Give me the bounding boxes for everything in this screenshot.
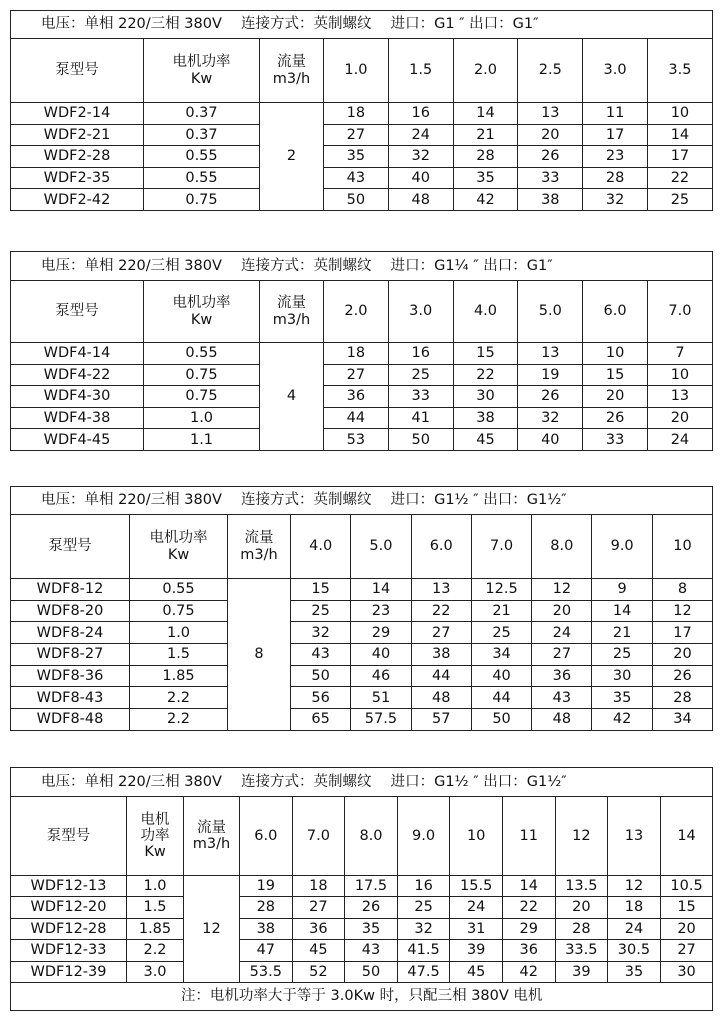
col-flow: 流量 m3/h	[260, 281, 324, 343]
table-row	[11, 600, 713, 622]
col-model: 泵型号	[11, 515, 130, 579]
value-cell: 21	[592, 622, 652, 644]
value-cell: 26	[583, 407, 648, 429]
head-value: 7.0	[292, 797, 345, 876]
value-cell: 20	[647, 407, 712, 429]
value-cell: 19	[240, 876, 293, 897]
value-cell: 29	[502, 918, 555, 939]
model-cell: WDF8-20	[11, 600, 130, 622]
value-cell: 13	[518, 103, 583, 125]
value-cell: 26	[518, 146, 583, 168]
head-value: 3.0	[583, 39, 648, 103]
value-cell: 17	[652, 622, 712, 644]
col-model: 泵型号	[11, 281, 144, 343]
value-cell: 30	[660, 961, 713, 982]
head-value: 9.0	[397, 797, 450, 876]
value-cell: 7	[647, 343, 712, 365]
model-cell: WDF2-14	[11, 103, 144, 125]
value-cell: 28	[583, 167, 648, 189]
value-cell: 9	[592, 579, 652, 601]
power-cell: 0.75	[130, 600, 228, 622]
head-value: 8.0	[345, 797, 398, 876]
power-cell: 0.75	[144, 386, 260, 408]
power-cell: 0.55	[130, 579, 228, 601]
power-cell: 2.2	[130, 687, 228, 709]
value-cell: 25	[471, 622, 531, 644]
value-cell: 30	[592, 665, 652, 687]
value-cell: 23	[583, 146, 648, 168]
value-cell: 8	[652, 579, 712, 601]
value-cell: 10	[647, 364, 712, 386]
head-value: 10	[450, 797, 503, 876]
table-header: 电压：单相 220/三相 380V 连接方式：英制螺纹 进口：G1 ″ 出口：G1″	[11, 11, 713, 39]
head-value: 13	[608, 797, 661, 876]
value-cell: 31	[450, 918, 503, 939]
value-cell: 22	[453, 364, 518, 386]
model-cell: WDF12-13	[11, 876, 127, 897]
model-cell: WDF2-21	[11, 124, 144, 146]
value-cell: 12	[608, 876, 661, 897]
value-cell: 10.5	[660, 876, 713, 897]
value-cell: 44	[471, 687, 531, 709]
value-cell: 27	[292, 897, 345, 918]
value-cell: 21	[453, 124, 518, 146]
head-value: 6.0	[583, 281, 648, 343]
head-value: 4.0	[453, 281, 518, 343]
value-cell: 18	[324, 343, 389, 365]
table-row	[11, 876, 713, 897]
value-cell: 33	[518, 167, 583, 189]
value-cell: 29	[351, 622, 411, 644]
value-cell: 17	[647, 146, 712, 168]
value-cell: 15	[583, 364, 648, 386]
model-cell: WDF12-28	[11, 918, 127, 939]
value-cell: 13	[411, 579, 471, 601]
model-cell: WDF4-45	[11, 429, 144, 451]
value-cell: 36	[324, 386, 389, 408]
value-cell: 33	[583, 429, 648, 451]
model-cell: WDF2-28	[11, 146, 144, 168]
value-cell: 32	[397, 918, 450, 939]
value-cell: 21	[471, 600, 531, 622]
value-cell: 12.5	[471, 579, 531, 601]
value-cell: 11	[583, 103, 648, 125]
table-header: 电压：单相 220/三相 380V 连接方式：英制螺纹 进口：G1½ ″ 出口：G1½″	[11, 487, 713, 515]
head-value: 2.0	[324, 281, 389, 343]
value-cell: 48	[388, 189, 453, 211]
value-cell: 27	[324, 124, 389, 146]
value-cell: 42	[453, 189, 518, 211]
value-cell: 33.5	[555, 940, 608, 961]
value-cell: 27	[532, 644, 592, 666]
value-cell: 15.5	[450, 876, 503, 897]
model-cell: WDF2-35	[11, 167, 144, 189]
value-cell: 24	[647, 429, 712, 451]
value-cell: 57	[411, 709, 471, 731]
table-row	[11, 103, 713, 125]
pump-table-2	[10, 251, 712, 451]
value-cell: 14	[502, 876, 555, 897]
value-cell: 36	[532, 665, 592, 687]
value-cell: 28	[240, 897, 293, 918]
value-cell: 27	[660, 940, 713, 961]
value-cell: 45	[453, 429, 518, 451]
power-cell: 0.55	[144, 146, 260, 168]
power-cell: 0.37	[144, 103, 260, 125]
value-cell: 22	[502, 897, 555, 918]
table-row	[11, 146, 713, 168]
value-cell: 40	[471, 665, 531, 687]
value-cell: 27	[411, 622, 471, 644]
col-model: 泵型号	[11, 39, 144, 103]
value-cell: 28	[555, 918, 608, 939]
value-cell: 16	[388, 103, 453, 125]
value-cell: 30.5	[608, 940, 661, 961]
value-cell: 13	[647, 386, 712, 408]
table-header: 电压：单相 220/三相 380V 连接方式：英制螺纹 进口：G1½ ″ 出口：G1½″	[11, 768, 713, 797]
value-cell: 15	[291, 579, 351, 601]
model-cell: WDF8-43	[11, 687, 130, 709]
value-cell: 34	[471, 644, 531, 666]
value-cell: 48	[532, 709, 592, 731]
table-row	[11, 897, 713, 918]
power-cell: 2.2	[130, 709, 228, 731]
value-cell: 32	[518, 407, 583, 429]
flow-cell: 4	[260, 343, 324, 451]
value-cell: 24	[608, 918, 661, 939]
power-cell: 2.2	[127, 940, 184, 961]
value-cell: 50	[291, 665, 351, 687]
value-cell: 43	[324, 167, 389, 189]
value-cell: 15	[453, 343, 518, 365]
value-cell: 34	[652, 709, 712, 731]
col-power: 电机功率 Kw	[130, 515, 228, 579]
table-row	[11, 644, 713, 666]
head-value: 12	[555, 797, 608, 876]
value-cell: 35	[453, 167, 518, 189]
pump-table-3	[10, 486, 712, 731]
model-cell: WDF4-30	[11, 386, 144, 408]
power-cell: 1.5	[127, 897, 184, 918]
table-row	[11, 579, 713, 601]
model-cell: WDF8-27	[11, 644, 130, 666]
value-cell: 18	[608, 897, 661, 918]
table-row	[11, 364, 713, 386]
head-value: 5.0	[518, 281, 583, 343]
power-cell: 1.85	[130, 665, 228, 687]
value-cell: 25	[291, 600, 351, 622]
value-cell: 42	[592, 709, 652, 731]
value-cell: 50	[388, 429, 453, 451]
value-cell: 25	[647, 189, 712, 211]
power-cell: 3.0	[127, 961, 184, 982]
power-cell: 1.0	[130, 622, 228, 644]
value-cell: 53.5	[240, 961, 293, 982]
table-row	[11, 343, 713, 365]
value-cell: 24	[388, 124, 453, 146]
value-cell: 35	[324, 146, 389, 168]
head-value: 7.0	[647, 281, 712, 343]
value-cell: 27	[324, 364, 389, 386]
value-cell: 65	[291, 709, 351, 731]
head-value: 6.0	[240, 797, 293, 876]
value-cell: 14	[592, 600, 652, 622]
value-cell: 19	[518, 364, 583, 386]
value-cell: 44	[411, 665, 471, 687]
power-cell: 0.75	[144, 364, 260, 386]
power-cell: 0.55	[144, 167, 260, 189]
value-cell: 24	[450, 897, 503, 918]
value-cell: 39	[450, 940, 503, 961]
table-row	[11, 940, 713, 961]
value-cell: 25	[592, 644, 652, 666]
col-flow: 流量 m3/h	[184, 797, 240, 876]
value-cell: 46	[351, 665, 411, 687]
value-cell: 32	[388, 146, 453, 168]
value-cell: 41	[388, 407, 453, 429]
value-cell: 40	[351, 644, 411, 666]
value-cell: 20	[652, 644, 712, 666]
power-cell: 0.37	[144, 124, 260, 146]
head-value: 3.5	[647, 39, 712, 103]
value-cell: 24	[532, 622, 592, 644]
table-row	[11, 407, 713, 429]
col-power: 电机功率 Kw	[144, 281, 260, 343]
value-cell: 14	[453, 103, 518, 125]
value-cell: 28	[453, 146, 518, 168]
value-cell: 45	[292, 940, 345, 961]
value-cell: 32	[291, 622, 351, 644]
power-cell: 1.0	[144, 407, 260, 429]
value-cell: 20	[518, 124, 583, 146]
head-value: 9.0	[592, 515, 652, 579]
value-cell: 22	[647, 167, 712, 189]
model-cell: WDF4-14	[11, 343, 144, 365]
value-cell: 25	[397, 897, 450, 918]
col-flow: 流量 m3/h	[260, 39, 324, 103]
value-cell: 50	[345, 961, 398, 982]
value-cell: 38	[411, 644, 471, 666]
value-cell: 13.5	[555, 876, 608, 897]
value-cell: 26	[652, 665, 712, 687]
value-cell: 35	[345, 918, 398, 939]
value-cell: 10	[583, 343, 648, 365]
power-cell: 1.0	[127, 876, 184, 897]
value-cell: 42	[502, 961, 555, 982]
value-cell: 43	[345, 940, 398, 961]
value-cell: 50	[324, 189, 389, 211]
value-cell: 48	[411, 687, 471, 709]
value-cell: 14	[351, 579, 411, 601]
value-cell: 52	[292, 961, 345, 982]
model-cell: WDF12-20	[11, 897, 127, 918]
table-note: 注：电机功率大于等于 3.0Kw 时，只配三相 380V 电机	[11, 982, 713, 1010]
value-cell: 39	[555, 961, 608, 982]
col-model: 泵型号	[11, 797, 127, 876]
head-value: 1.5	[388, 39, 453, 103]
value-cell: 20	[583, 386, 648, 408]
value-cell: 28	[652, 687, 712, 709]
value-cell: 13	[518, 343, 583, 365]
value-cell: 33	[388, 386, 453, 408]
value-cell: 32	[583, 189, 648, 211]
value-cell: 41.5	[397, 940, 450, 961]
table-row	[11, 386, 713, 408]
value-cell: 57.5	[351, 709, 411, 731]
flow-cell: 8	[228, 579, 291, 731]
value-cell: 38	[240, 918, 293, 939]
value-cell: 16	[388, 343, 453, 365]
value-cell: 47.5	[397, 961, 450, 982]
value-cell: 12	[532, 579, 592, 601]
pump-table-1	[10, 10, 712, 211]
value-cell: 10	[647, 103, 712, 125]
table-row	[11, 167, 713, 189]
value-cell: 17.5	[345, 876, 398, 897]
head-value: 7.0	[471, 515, 531, 579]
head-value: 2.5	[518, 39, 583, 103]
head-value: 1.0	[324, 39, 389, 103]
value-cell: 20	[555, 897, 608, 918]
value-cell: 23	[351, 600, 411, 622]
flow-cell: 12	[184, 876, 240, 983]
value-cell: 44	[324, 407, 389, 429]
power-cell: 0.75	[144, 189, 260, 211]
head-value: 8.0	[532, 515, 592, 579]
power-cell: 1.85	[127, 918, 184, 939]
value-cell: 35	[608, 961, 661, 982]
model-cell: WDF8-36	[11, 665, 130, 687]
head-value: 3.0	[388, 281, 453, 343]
model-cell: WDF8-24	[11, 622, 130, 644]
value-cell: 43	[532, 687, 592, 709]
value-cell: 20	[532, 600, 592, 622]
table-row	[11, 429, 713, 451]
value-cell: 50	[471, 709, 531, 731]
head-value: 11	[502, 797, 555, 876]
value-cell: 26	[518, 386, 583, 408]
value-cell: 12	[652, 600, 712, 622]
table-row	[11, 709, 713, 731]
value-cell: 30	[453, 386, 518, 408]
value-cell: 36	[292, 918, 345, 939]
table-row	[11, 189, 713, 211]
head-value: 2.0	[453, 39, 518, 103]
model-cell: WDF8-48	[11, 709, 130, 731]
pump-table-4	[10, 767, 712, 1011]
head-value: 10	[652, 515, 712, 579]
col-power: 电机功率 Kw	[144, 39, 260, 103]
head-value: 6.0	[411, 515, 471, 579]
head-value: 5.0	[351, 515, 411, 579]
head-value: 14	[660, 797, 713, 876]
value-cell: 43	[291, 644, 351, 666]
power-cell: 1.1	[144, 429, 260, 451]
value-cell: 16	[397, 876, 450, 897]
value-cell: 38	[453, 407, 518, 429]
col-flow: 流量 m3/h	[228, 515, 291, 579]
value-cell: 26	[345, 897, 398, 918]
head-value: 4.0	[291, 515, 351, 579]
table-row	[11, 622, 713, 644]
table-header: 电压：单相 220/三相 380V 连接方式：英制螺纹 进口：G1¼ ″ 出口：G1″	[11, 252, 713, 281]
col-power: 电机 功率 Kw	[127, 797, 184, 876]
value-cell: 38	[518, 189, 583, 211]
table-row	[11, 961, 713, 982]
model-cell: WDF12-33	[11, 940, 127, 961]
model-cell: WDF12-39	[11, 961, 127, 982]
value-cell: 17	[583, 124, 648, 146]
table-row	[11, 124, 713, 146]
model-cell: WDF4-22	[11, 364, 144, 386]
table-row	[11, 918, 713, 939]
model-cell: WDF2-42	[11, 189, 144, 211]
value-cell: 51	[351, 687, 411, 709]
value-cell: 25	[388, 364, 453, 386]
model-cell: WDF4-38	[11, 407, 144, 429]
model-cell: WDF8-12	[11, 579, 130, 601]
value-cell: 45	[450, 961, 503, 982]
power-cell: 0.55	[144, 343, 260, 365]
table-row	[11, 687, 713, 709]
value-cell: 40	[518, 429, 583, 451]
table-row	[11, 665, 713, 687]
value-cell: 35	[592, 687, 652, 709]
flow-cell: 2	[260, 103, 324, 211]
value-cell: 56	[291, 687, 351, 709]
value-cell: 36	[502, 940, 555, 961]
value-cell: 22	[411, 600, 471, 622]
value-cell: 18	[292, 876, 345, 897]
value-cell: 47	[240, 940, 293, 961]
value-cell: 20	[660, 918, 713, 939]
value-cell: 14	[647, 124, 712, 146]
value-cell: 53	[324, 429, 389, 451]
value-cell: 40	[388, 167, 453, 189]
power-cell: 1.5	[130, 644, 228, 666]
value-cell: 18	[324, 103, 389, 125]
value-cell: 15	[660, 897, 713, 918]
